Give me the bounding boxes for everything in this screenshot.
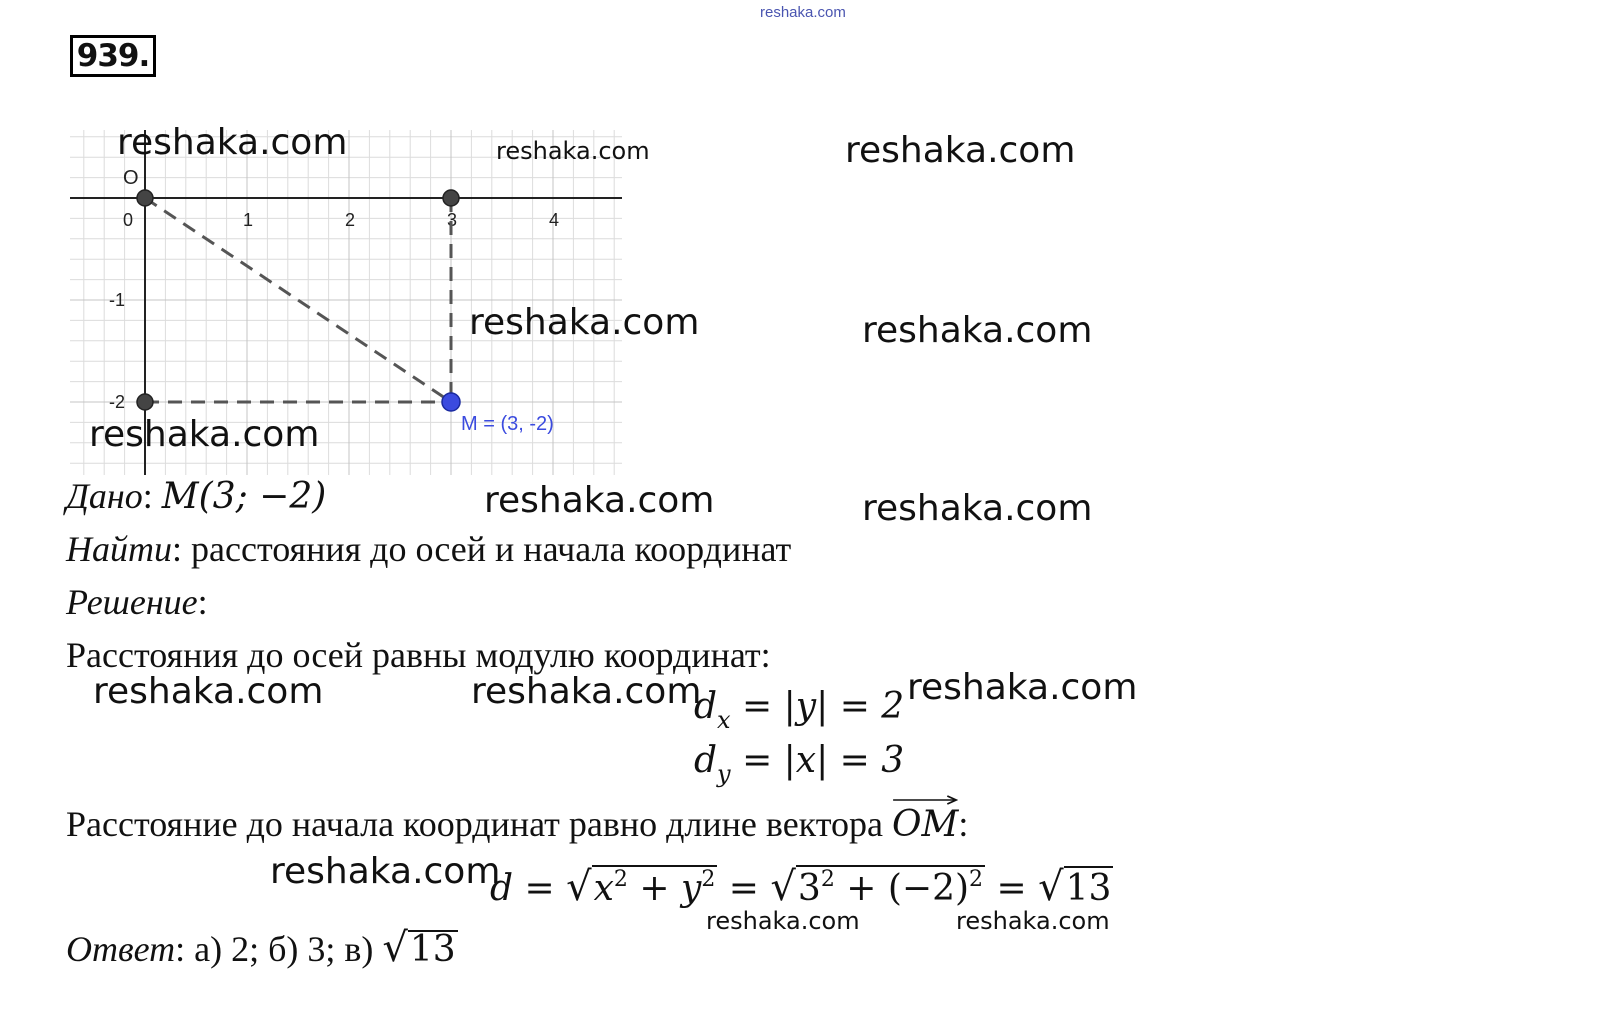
x-tick-label: 2 <box>345 210 356 230</box>
sqrt-icon: √ <box>566 864 592 910</box>
site-link[interactable]: reshaka.com <box>760 4 846 21</box>
answer-sqrt: √13 <box>382 925 456 971</box>
sqrt-1: $√x^2 + y^2$ <box>566 864 716 910</box>
watermark: reshaka.com <box>862 310 1093 351</box>
answer-text: : а) 2; б) 3; в) <box>175 929 374 969</box>
origin-text: Расстояние до начала координат равно длине вектора <box>66 804 883 844</box>
sqrt-icon: √ <box>770 864 796 910</box>
origin-colon: : <box>958 804 969 844</box>
origin-text-line <box>66 806 968 843</box>
watermark: reshaka.com <box>496 137 650 165</box>
sqrt-icon: √ <box>382 925 408 971</box>
dy-formula <box>694 740 904 788</box>
watermark: reshaka.com <box>117 122 348 163</box>
watermark: reshaka.com <box>845 130 1076 171</box>
sqrt-3: √13 <box>1038 864 1112 910</box>
vertex-point <box>137 190 153 206</box>
watermark: reshaka.com <box>93 671 324 712</box>
dx-lhs: d <box>694 686 718 727</box>
point-m <box>442 393 460 411</box>
sqrt-icon: √ <box>1038 864 1064 910</box>
distance-formula <box>490 864 1113 910</box>
origin-label: O <box>123 167 139 189</box>
given-label: Дано <box>66 476 143 516</box>
x-tick-label: 3 <box>447 210 458 230</box>
x-tick-label: 1 <box>243 210 254 230</box>
dx-sub: x <box>717 706 731 734</box>
find-line <box>66 531 791 567</box>
sqrt-2: $√3^2 + (-2)^2$ <box>770 864 984 910</box>
dx-rhs: = |y| = 2 <box>742 686 905 727</box>
watermark: reshaka.com <box>706 907 860 935</box>
dx-formula <box>694 686 904 734</box>
given-line <box>66 478 326 515</box>
answer-label: Ответ <box>66 929 176 969</box>
x-tick-label: 0 <box>123 210 134 230</box>
x-tick-label: 4 <box>549 210 560 230</box>
y-tick-label: -2 <box>109 392 126 412</box>
watermark: reshaka.com <box>469 302 700 343</box>
watermark: reshaka.com <box>484 480 715 521</box>
watermark: reshaka.com <box>907 667 1138 708</box>
watermark: reshaka.com <box>862 488 1093 529</box>
given-value: M(3; −2) <box>161 476 327 517</box>
solution-line <box>66 584 208 620</box>
y-tick-label: -1 <box>109 290 126 310</box>
solution-label: Решение <box>66 582 198 622</box>
watermark: reshaka.com <box>956 907 1110 935</box>
dy-rhs: = |x| = 3 <box>742 740 905 781</box>
answer-line <box>66 925 458 971</box>
given-colon: : <box>142 476 162 516</box>
vertex-point <box>443 190 459 206</box>
vector-arrow-icon <box>892 795 958 805</box>
eq-1: = <box>728 868 759 909</box>
point-m-label: M = (3, -2) <box>461 413 554 435</box>
vertex-point <box>137 394 153 410</box>
problem-number: 939. <box>70 35 156 77</box>
dy-sub: y <box>717 760 731 788</box>
axes-text: Расстояния до осей равны модулю координат: <box>66 635 771 675</box>
solution-colon: : <box>197 582 208 622</box>
d-equals: d = <box>490 868 555 909</box>
watermark: reshaka.com <box>270 851 501 892</box>
find-value: : расстояния до осей и начала координат <box>172 529 792 569</box>
eq-2: = <box>996 868 1027 909</box>
watermark: reshaka.com <box>89 414 320 455</box>
find-label: Найти <box>66 529 172 569</box>
watermark: reshaka.com <box>471 671 702 712</box>
dy-lhs: d <box>694 740 718 781</box>
vector-om: OM <box>892 807 958 843</box>
